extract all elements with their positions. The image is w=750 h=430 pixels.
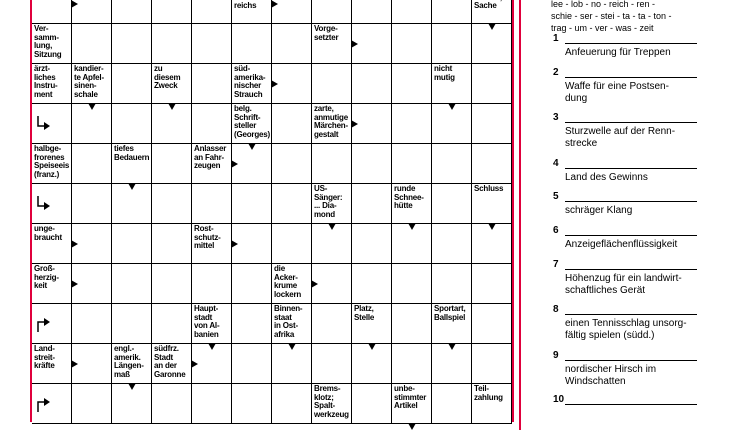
answer-cell[interactable]	[72, 384, 112, 424]
answer-cell[interactable]	[432, 224, 472, 264]
answer-cell[interactable]	[352, 224, 392, 264]
question-number: 5	[553, 191, 559, 202]
clue-text: halbge- frorenes Speiseeis (franz.)	[34, 144, 70, 179]
question-number: 9	[553, 350, 559, 361]
answer-cell[interactable]	[352, 144, 392, 184]
answer-cell[interactable]	[472, 224, 512, 264]
answer-cell[interactable]	[432, 144, 472, 184]
clue-cell	[32, 24, 72, 64]
question-text: Sturzwelle auf der Renn- strecke	[565, 126, 676, 149]
answer-cell[interactable]	[392, 344, 432, 384]
clue-text: Schluss	[474, 184, 504, 193]
answer-cell[interactable]	[312, 264, 352, 304]
clue-cell	[72, 64, 112, 104]
question-text: einen Tennisschlag unsorg- fältig spielen (südd.)	[565, 318, 687, 341]
answer-cell[interactable]	[272, 144, 312, 184]
arrow-down-icon	[248, 143, 256, 150]
answer-cell[interactable]	[432, 24, 472, 64]
answer-cell[interactable]	[472, 264, 512, 304]
arrow-down-icon	[488, 223, 496, 230]
clue-cell	[232, 64, 272, 104]
answer-cell[interactable]	[112, 304, 152, 344]
clue-cell	[272, 264, 312, 304]
clue-text: unge- braucht	[34, 224, 62, 242]
clue-text: Platz, Stelle	[354, 304, 375, 322]
clue-text: süd- amerika- nischer Strauch	[234, 64, 266, 99]
clue-cell	[312, 184, 352, 224]
answer-cell[interactable]	[112, 24, 152, 64]
answer-cell[interactable]	[192, 264, 232, 304]
clue-text: tiefes Bedauern	[114, 144, 150, 162]
clue-text	[34, 0, 69, 2]
arrow-down-icon	[128, 183, 136, 190]
clue-cell	[192, 144, 232, 184]
clue-cell	[312, 104, 352, 144]
question-text: schräger Klang	[565, 205, 633, 216]
arrow-right-icon	[71, 360, 78, 368]
arrow-down-icon	[168, 103, 176, 110]
answer-cell[interactable]	[432, 344, 472, 384]
answer-cell[interactable]	[72, 224, 112, 264]
answer-cell[interactable]	[152, 304, 192, 344]
clue-cell	[32, 64, 72, 104]
clue-cell	[472, 184, 512, 224]
answer-cell[interactable]	[152, 24, 192, 64]
arrow-right-icon	[311, 280, 318, 288]
clue-text: belg. Schrift- steller (Georges)	[234, 104, 270, 139]
answer-cell[interactable]	[272, 104, 312, 144]
question-number: 4	[553, 158, 559, 169]
answer-cell[interactable]	[232, 264, 272, 304]
clue-text: Brems- klotz; Spalt- werkzeug	[314, 384, 349, 419]
answer-cell[interactable]	[72, 344, 112, 384]
arrow-right-icon	[231, 240, 238, 248]
clue-text: Land- streit- kräfte	[34, 344, 55, 371]
answer-cell[interactable]	[152, 264, 192, 304]
answer-cell[interactable]	[272, 224, 312, 264]
clue-cell	[32, 104, 72, 144]
answer-cell[interactable]	[112, 264, 152, 304]
clue-text: Rost- schutz- mittel	[194, 224, 221, 251]
answer-cell[interactable]	[312, 0, 352, 24]
question-number: 7	[553, 259, 559, 270]
answer-cell[interactable]	[72, 264, 112, 304]
answer-cell[interactable]	[392, 64, 432, 104]
answer-line[interactable]	[565, 122, 697, 123]
answer-cell[interactable]	[152, 384, 192, 424]
answer-cell[interactable]	[232, 224, 272, 264]
clue-text: die Acker- krume lockern	[274, 264, 302, 299]
question-text: Höhenzug für ein landwirt- schaftliches Gerät	[565, 273, 682, 296]
syllable-list: lee - lob - no - reich - ren - schie - ser - stei - ta - ta - ton - trag - um - ver - was - zeit	[551, 0, 672, 33]
clue-text: unbe- stimmter Artikel	[394, 384, 427, 411]
answer-line[interactable]	[565, 235, 697, 236]
answer-cell[interactable]	[472, 24, 512, 64]
bent-arrow-up-right-icon	[36, 316, 50, 332]
arrow-right-icon	[71, 240, 78, 248]
arrow-right-icon	[231, 160, 238, 168]
answer-cell[interactable]	[352, 264, 392, 304]
clue-text: Binnen- staat in Ost- afrika	[274, 304, 303, 339]
clue-text: US- Sänger: ... Dia- mond	[314, 184, 343, 219]
question-text: Anfeuerung für Treppen	[565, 47, 671, 58]
arrow-right-icon	[71, 280, 78, 288]
answer-cell[interactable]	[312, 144, 352, 184]
clue-cell	[32, 184, 72, 224]
question-text: Waffe für eine Postsen- dung	[565, 81, 669, 104]
clue-text: engl.- amerik. Längen- maß	[114, 344, 144, 379]
answer-cell[interactable]	[272, 0, 312, 24]
clue-cell	[392, 184, 432, 224]
answer-cell[interactable]	[312, 304, 352, 344]
answer-cell[interactable]	[432, 104, 472, 144]
clue-cell	[472, 0, 512, 24]
question-number: 10	[553, 394, 565, 405]
clue-text: südfrz. Stadt an der Garonne	[154, 344, 186, 379]
answer-cell[interactable]	[72, 0, 112, 24]
answer-cell[interactable]	[472, 304, 512, 344]
answer-cell[interactable]	[72, 304, 112, 344]
arrow-down-icon	[88, 103, 96, 110]
clue-cell	[432, 64, 472, 104]
answer-cell[interactable]	[352, 384, 392, 424]
clue-cell	[272, 304, 312, 344]
arrow-right-icon	[71, 0, 78, 8]
clue-cell	[232, 104, 272, 144]
arrow-down-icon	[408, 423, 416, 430]
clue-text: zu diesem Zweck	[154, 64, 181, 91]
answer-cell[interactable]	[312, 224, 352, 264]
clue-cell	[152, 344, 192, 384]
answer-cell[interactable]	[232, 144, 272, 184]
answer-cell[interactable]	[272, 344, 312, 384]
arrow-down-icon	[448, 343, 456, 350]
answer-cell[interactable]	[112, 184, 152, 224]
arrow-right-icon	[271, 80, 278, 88]
answer-cell[interactable]	[192, 184, 232, 224]
clue-cell	[32, 144, 72, 184]
answer-line[interactable]	[565, 77, 697, 78]
answer-cell[interactable]	[112, 64, 152, 104]
clue-text: Ver- samm- lung, Sitzung	[34, 24, 62, 59]
question-number: 2	[553, 67, 559, 78]
arrow-down-icon	[488, 23, 496, 30]
question-number: 3	[553, 112, 559, 123]
answer-cell[interactable]	[312, 64, 352, 104]
answer-cell[interactable]	[272, 64, 312, 104]
clue-text: Teil- zahlung	[474, 384, 503, 402]
answer-cell[interactable]	[472, 64, 512, 104]
clue-cell	[312, 384, 352, 424]
clue-cell	[192, 224, 232, 264]
answer-cell[interactable]	[152, 144, 192, 184]
clue-cell	[312, 24, 352, 64]
arrow-down-icon	[128, 383, 136, 390]
answer-cell[interactable]	[232, 384, 272, 424]
clue-text: zarte, anmutige Märchen- gestalt	[314, 104, 348, 139]
clue-cell	[112, 144, 152, 184]
answer-cell[interactable]	[352, 184, 392, 224]
clue-text: Groß- herzig- keit	[34, 264, 59, 291]
answer-cell[interactable]	[232, 344, 272, 384]
arrow-right-icon	[191, 360, 198, 368]
answer-cell[interactable]	[472, 104, 512, 144]
clue-cell	[472, 384, 512, 424]
answer-cell[interactable]	[312, 344, 352, 384]
answer-cell[interactable]	[472, 344, 512, 384]
clue-text: Sportart, Ballspiel	[434, 304, 466, 322]
answer-line[interactable]	[565, 404, 697, 405]
question-text: Land des Gewinns	[565, 172, 648, 183]
answer-cell[interactable]	[112, 224, 152, 264]
answer-cell[interactable]	[112, 104, 152, 144]
arrow-right-icon	[351, 120, 358, 128]
clue-text: reichs	[234, 1, 257, 11]
answer-cell[interactable]	[352, 344, 392, 384]
answer-cell[interactable]	[272, 24, 312, 64]
answer-cell[interactable]	[152, 104, 192, 144]
answer-cell[interactable]	[192, 384, 232, 424]
answer-cell[interactable]	[392, 104, 432, 144]
arrow-down-icon	[448, 103, 456, 110]
answer-cell[interactable]	[392, 0, 432, 24]
clue-cell	[432, 304, 472, 344]
answer-cell[interactable]	[192, 24, 232, 64]
answer-line[interactable]	[565, 360, 697, 361]
answer-cell[interactable]	[472, 144, 512, 184]
answer-cell[interactable]	[392, 264, 432, 304]
bent-arrow-up-right-icon	[36, 396, 50, 412]
answer-cell[interactable]	[72, 24, 112, 64]
answer-cell[interactable]	[432, 384, 472, 424]
clue-cell	[152, 64, 192, 104]
answer-cell[interactable]	[352, 24, 392, 64]
answer-line[interactable]	[565, 168, 697, 169]
clue-text: kandier- te Apfel- sinen- schale	[74, 64, 104, 99]
clue-cell	[32, 224, 72, 264]
clue-cell	[352, 304, 392, 344]
clue-cell	[32, 384, 72, 424]
answer-cell[interactable]	[272, 384, 312, 424]
crossword-grid	[30, 0, 514, 422]
answer-cell[interactable]	[232, 304, 272, 344]
answer-cell[interactable]	[432, 264, 472, 304]
clue-cell	[32, 264, 72, 304]
arrow-down-icon	[328, 223, 336, 230]
clue-text: Vorge- setzter	[314, 24, 339, 42]
answer-cell[interactable]	[352, 104, 392, 144]
answer-cell[interactable]	[192, 64, 232, 104]
arrow-down-icon	[368, 343, 376, 350]
clue-cell	[32, 304, 72, 344]
arrow-right-icon	[271, 0, 278, 8]
answer-cell[interactable]	[352, 0, 392, 24]
answer-line[interactable]	[565, 269, 697, 270]
answer-cell[interactable]	[272, 184, 312, 224]
answer-cell[interactable]	[72, 144, 112, 184]
answer-cell[interactable]	[152, 0, 192, 24]
answer-cell[interactable]	[192, 104, 232, 144]
answer-cell[interactable]	[232, 184, 272, 224]
answer-cell[interactable]	[192, 0, 232, 24]
arrow-down-icon	[208, 343, 216, 350]
answer-cell[interactable]	[392, 304, 432, 344]
answer-cell[interactable]	[392, 24, 432, 64]
clue-cell	[192, 304, 232, 344]
answer-cell[interactable]	[72, 104, 112, 144]
answer-line[interactable]	[565, 201, 697, 202]
bent-arrow-down-right-icon	[36, 196, 50, 212]
question-number: 6	[553, 225, 559, 236]
clue-text: nicht mutig	[434, 64, 455, 82]
answer-cell[interactable]	[232, 24, 272, 64]
clue-text: Sache	[474, 1, 497, 11]
answer-line[interactable]	[565, 314, 697, 315]
clue-cell	[112, 344, 152, 384]
answer-cell[interactable]	[152, 184, 192, 224]
answer-line[interactable]	[565, 43, 697, 44]
clue-text: Haupt- stadt von Al- banien	[194, 304, 220, 339]
clue-cell	[392, 384, 432, 424]
answer-cell[interactable]	[72, 184, 112, 224]
clue-cell	[232, 0, 272, 24]
answer-cell[interactable]	[112, 384, 152, 424]
answer-cell[interactable]	[112, 0, 152, 24]
question-text: Anzeigeflächenflüssigkeit	[565, 239, 678, 250]
answer-cell[interactable]	[152, 224, 192, 264]
question-number: 1	[553, 33, 559, 44]
clue-text: Anlasser an Fahr- zeugen	[194, 144, 227, 171]
answer-cell[interactable]	[392, 144, 432, 184]
question-text: nordischer Hirsch im Windschatten	[565, 364, 657, 387]
clue-cell	[32, 344, 72, 384]
bent-arrow-down-right-icon	[36, 116, 50, 132]
answer-cell[interactable]	[352, 64, 392, 104]
clue-cell	[32, 0, 72, 24]
answer-cell[interactable]	[192, 344, 232, 384]
clue-text: runde Schnee- hütte	[394, 184, 424, 211]
question-number: 8	[553, 304, 559, 315]
clue-text: ärzt- liches Instru- ment	[34, 64, 58, 99]
arrow-right-icon	[351, 40, 358, 48]
arrow-down-icon	[408, 223, 416, 230]
side-panel	[519, 0, 750, 430]
answer-cell[interactable]	[432, 184, 472, 224]
answer-cell[interactable]	[432, 0, 472, 24]
arrow-down-icon	[288, 343, 296, 350]
answer-cell[interactable]	[392, 224, 432, 264]
